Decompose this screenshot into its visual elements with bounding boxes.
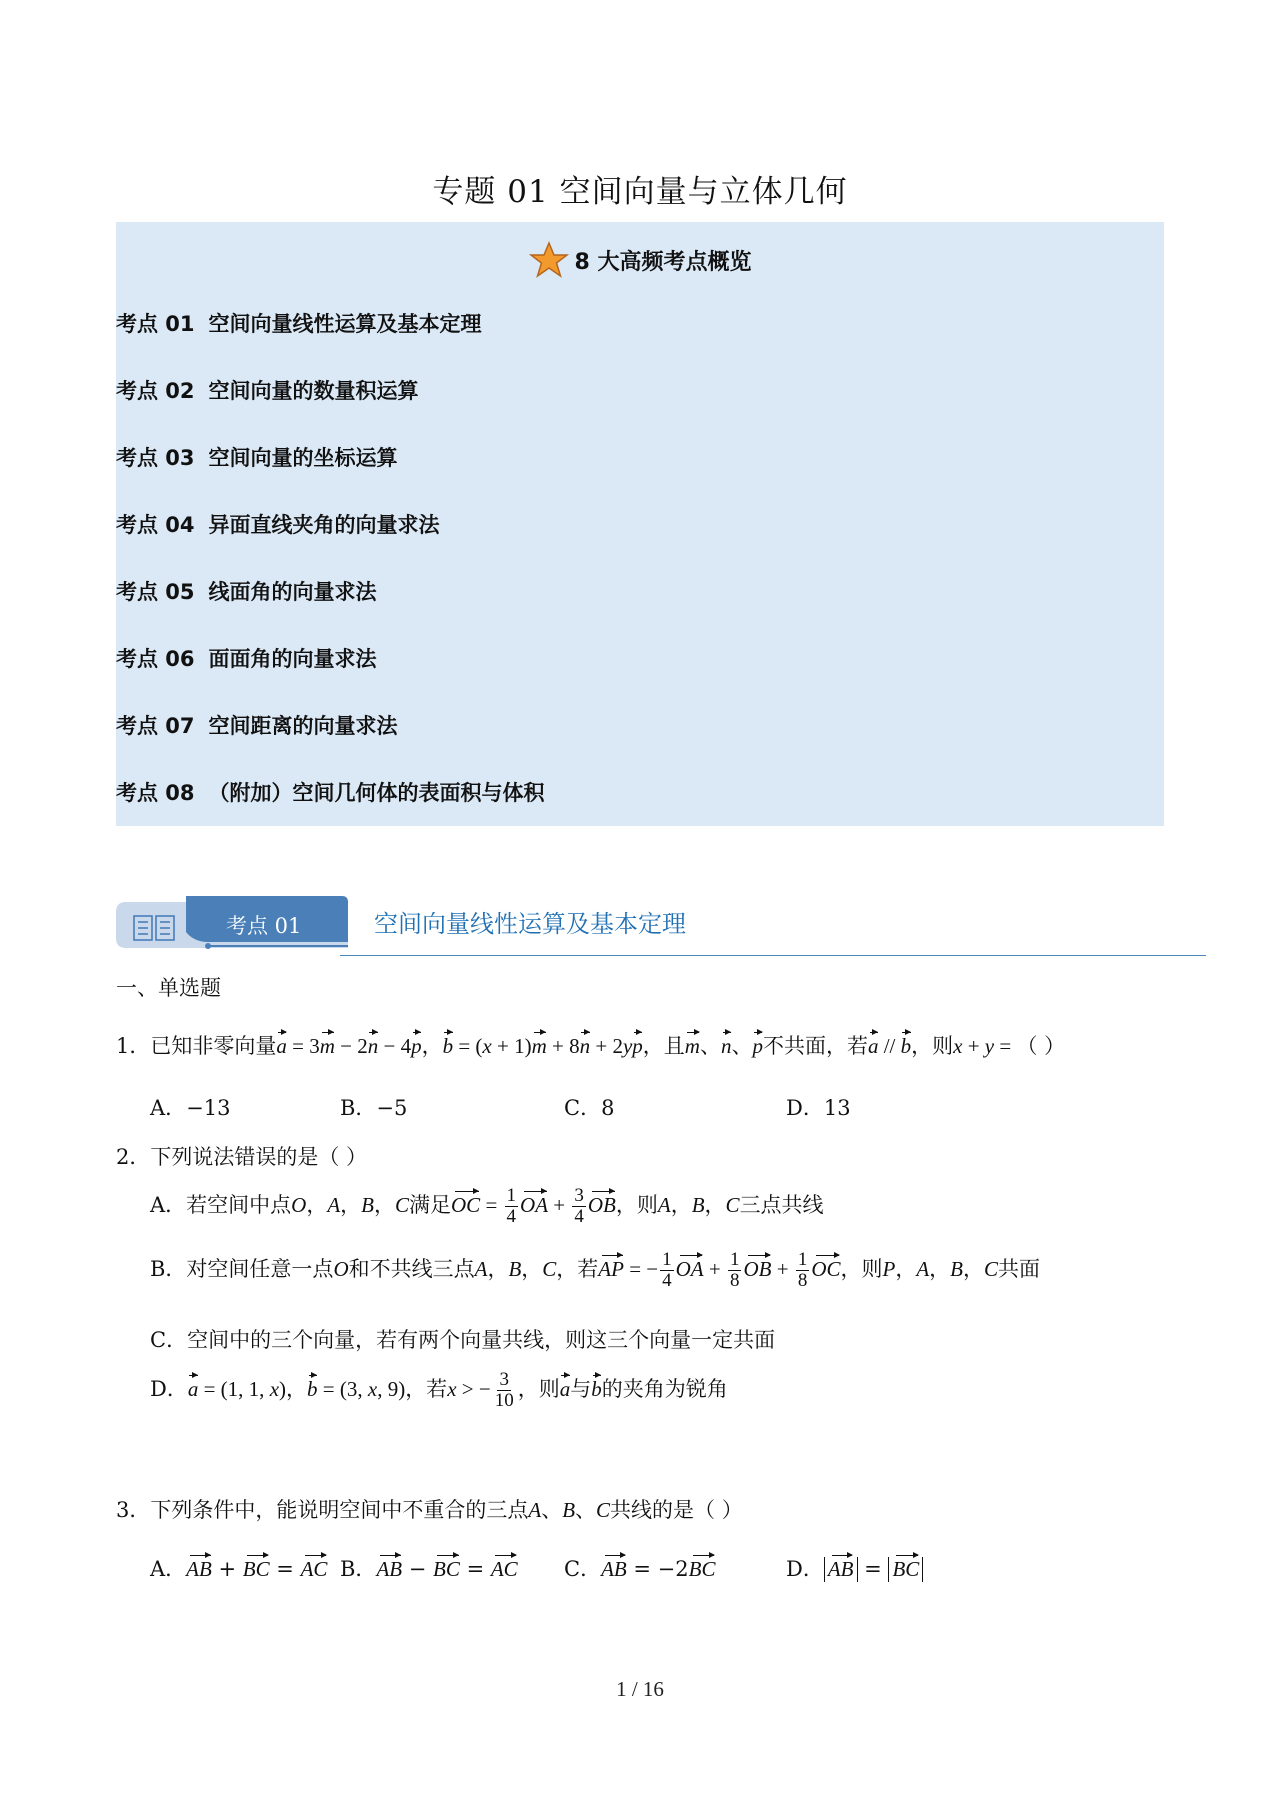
q2-option-d: D．a = (1, 1, x)，b = (3, x, 9)，若x > − $\frac{3}{10}$ ，则a与b的夹角为锐角 [150, 1369, 728, 1411]
q2-option-c: C．空间中的三个向量，若有两个向量共线，则这三个向量一定共面 [150, 1328, 776, 1352]
question-1: 1．已知非零向量a = 3m − 2n − 4p，b = (x + 1)m + 8n + 2yp，且m、n、p不共面，若a // b，则x + y = （ ） [116, 1034, 1066, 1058]
topic-num: 考点 05 [116, 580, 195, 604]
part-heading: 一、单选题 [116, 976, 221, 1000]
option-text: ，若 [405, 1376, 448, 1401]
option-text: 满足 [409, 1192, 452, 1217]
q3-option-a: A．AB + BC = AC [150, 1557, 328, 1581]
question-text: 下列说法错误的是（ ） [150, 1145, 368, 1169]
topic-label: 空间向量的坐标运算 [208, 446, 398, 470]
topic-label: 空间向量线性运算及基本定理 [208, 312, 482, 336]
question-text: 已知非零向量 [150, 1034, 277, 1058]
topic-label: 空间距离的向量求法 [208, 714, 398, 738]
question-3: 3．下列条件中，能说明空间中不重合的三点A、B、C共线的是（ ） [116, 1498, 743, 1522]
topic-num: 考点 07 [116, 714, 195, 738]
topic-num: 考点 02 [116, 379, 195, 403]
topic-label: 面面角的向量求法 [208, 647, 377, 671]
topic-num: 考点 03 [116, 446, 195, 470]
question-number: 3． [116, 1498, 151, 1522]
overview-heading-text: 8 大高频考点概览 [574, 249, 752, 275]
q3-option-d: D． AB = BC [786, 1553, 923, 1583]
question-text: ，且 [642, 1034, 685, 1058]
topic-item-08 [116, 777, 545, 807]
q2-option-b: B．对空间任意一点O和不共线三点A，B，C，若AP = − $\frac{1}{4}$ OA + $\frac{1}{8}$ OB + $\frac{1}{8}$ OC，则P，A，B，C共面 [150, 1249, 1040, 1291]
topic-label: 异面直线夹角的向量求法 [208, 513, 440, 537]
page-indicator: 1 / 16 [616, 1677, 664, 1701]
question-2 [116, 1141, 367, 1171]
option-text: 三点共线 [739, 1192, 824, 1217]
option-text: ，则 [517, 1376, 560, 1401]
question-number: 2． [116, 1145, 151, 1169]
document-title: 专题 01 空间向量与立体几何 [432, 174, 848, 210]
topic-label: （附加）空间几何体的表面积与体积 [208, 781, 545, 805]
option-text: D． [150, 1376, 188, 1401]
option-text: ，则 [615, 1192, 658, 1217]
question-text: 共线的是（ ） [610, 1498, 743, 1522]
topic-num: 考点 04 [116, 513, 195, 537]
option-label: C． [564, 1557, 602, 1581]
option-text: 和不共线三点 [348, 1256, 475, 1281]
option-text: B．对空间任意一点 [150, 1256, 334, 1281]
q3-option-c: C．AB = −2BC [564, 1557, 716, 1581]
option-text: 共面 [998, 1256, 1040, 1281]
option-text: ，则 [840, 1256, 883, 1281]
section-title: 空间向量线性运算及基本定理 [374, 910, 686, 938]
option-label: B． [340, 1557, 377, 1581]
option-label: A． [150, 1557, 187, 1581]
option-text: ，若 [556, 1256, 599, 1281]
star-icon [529, 240, 569, 280]
overview-panel [116, 222, 1164, 826]
option-text: 的夹角为锐角 [601, 1376, 728, 1401]
topic-label: 空间向量的数量积运算 [208, 379, 419, 403]
overview-heading [116, 240, 1164, 280]
option-text: A．若空间中点 [150, 1192, 292, 1217]
question-text: （ ） [1016, 1034, 1066, 1058]
question-number: 1． [116, 1034, 151, 1058]
topic-item-01 [116, 308, 482, 338]
topic-num: 考点 01 [116, 312, 195, 336]
topic-item-05 [116, 576, 377, 606]
topic-num: 考点 08 [116, 781, 195, 805]
topic-item-04 [116, 509, 440, 539]
question-text: ，则 [911, 1034, 954, 1058]
section-tab-label: 考点 01 [226, 914, 302, 938]
q1-option-b: B．−5 [340, 1096, 408, 1120]
q1-option-d: D．13 [786, 1096, 851, 1120]
question-text: 不共面，若 [762, 1034, 868, 1058]
topic-item-02 [116, 375, 419, 405]
q1-option-c: C．8 [564, 1096, 615, 1120]
option-label: D． [786, 1557, 824, 1581]
topic-item-06 [116, 643, 377, 673]
topic-num: 考点 06 [116, 647, 195, 671]
topic-item-07 [116, 710, 398, 740]
topic-label: 线面角的向量求法 [208, 580, 377, 604]
q3-option-b: B．AB − BC = AC [340, 1557, 518, 1581]
question-text: 下列条件中，能说明空间中不重合的三点 [150, 1498, 529, 1522]
topic-item-03 [116, 442, 398, 472]
option-text: 与 [570, 1376, 592, 1401]
section-divider [340, 955, 1206, 956]
q1-option-a: A．−13 [150, 1096, 231, 1120]
q2-option-a: A．若空间中点O，A，B，C满足OC = $\frac{1}{4}$ OA + $\frac{3}{4}$ OB，则A，B，C三点共线 [150, 1185, 824, 1227]
